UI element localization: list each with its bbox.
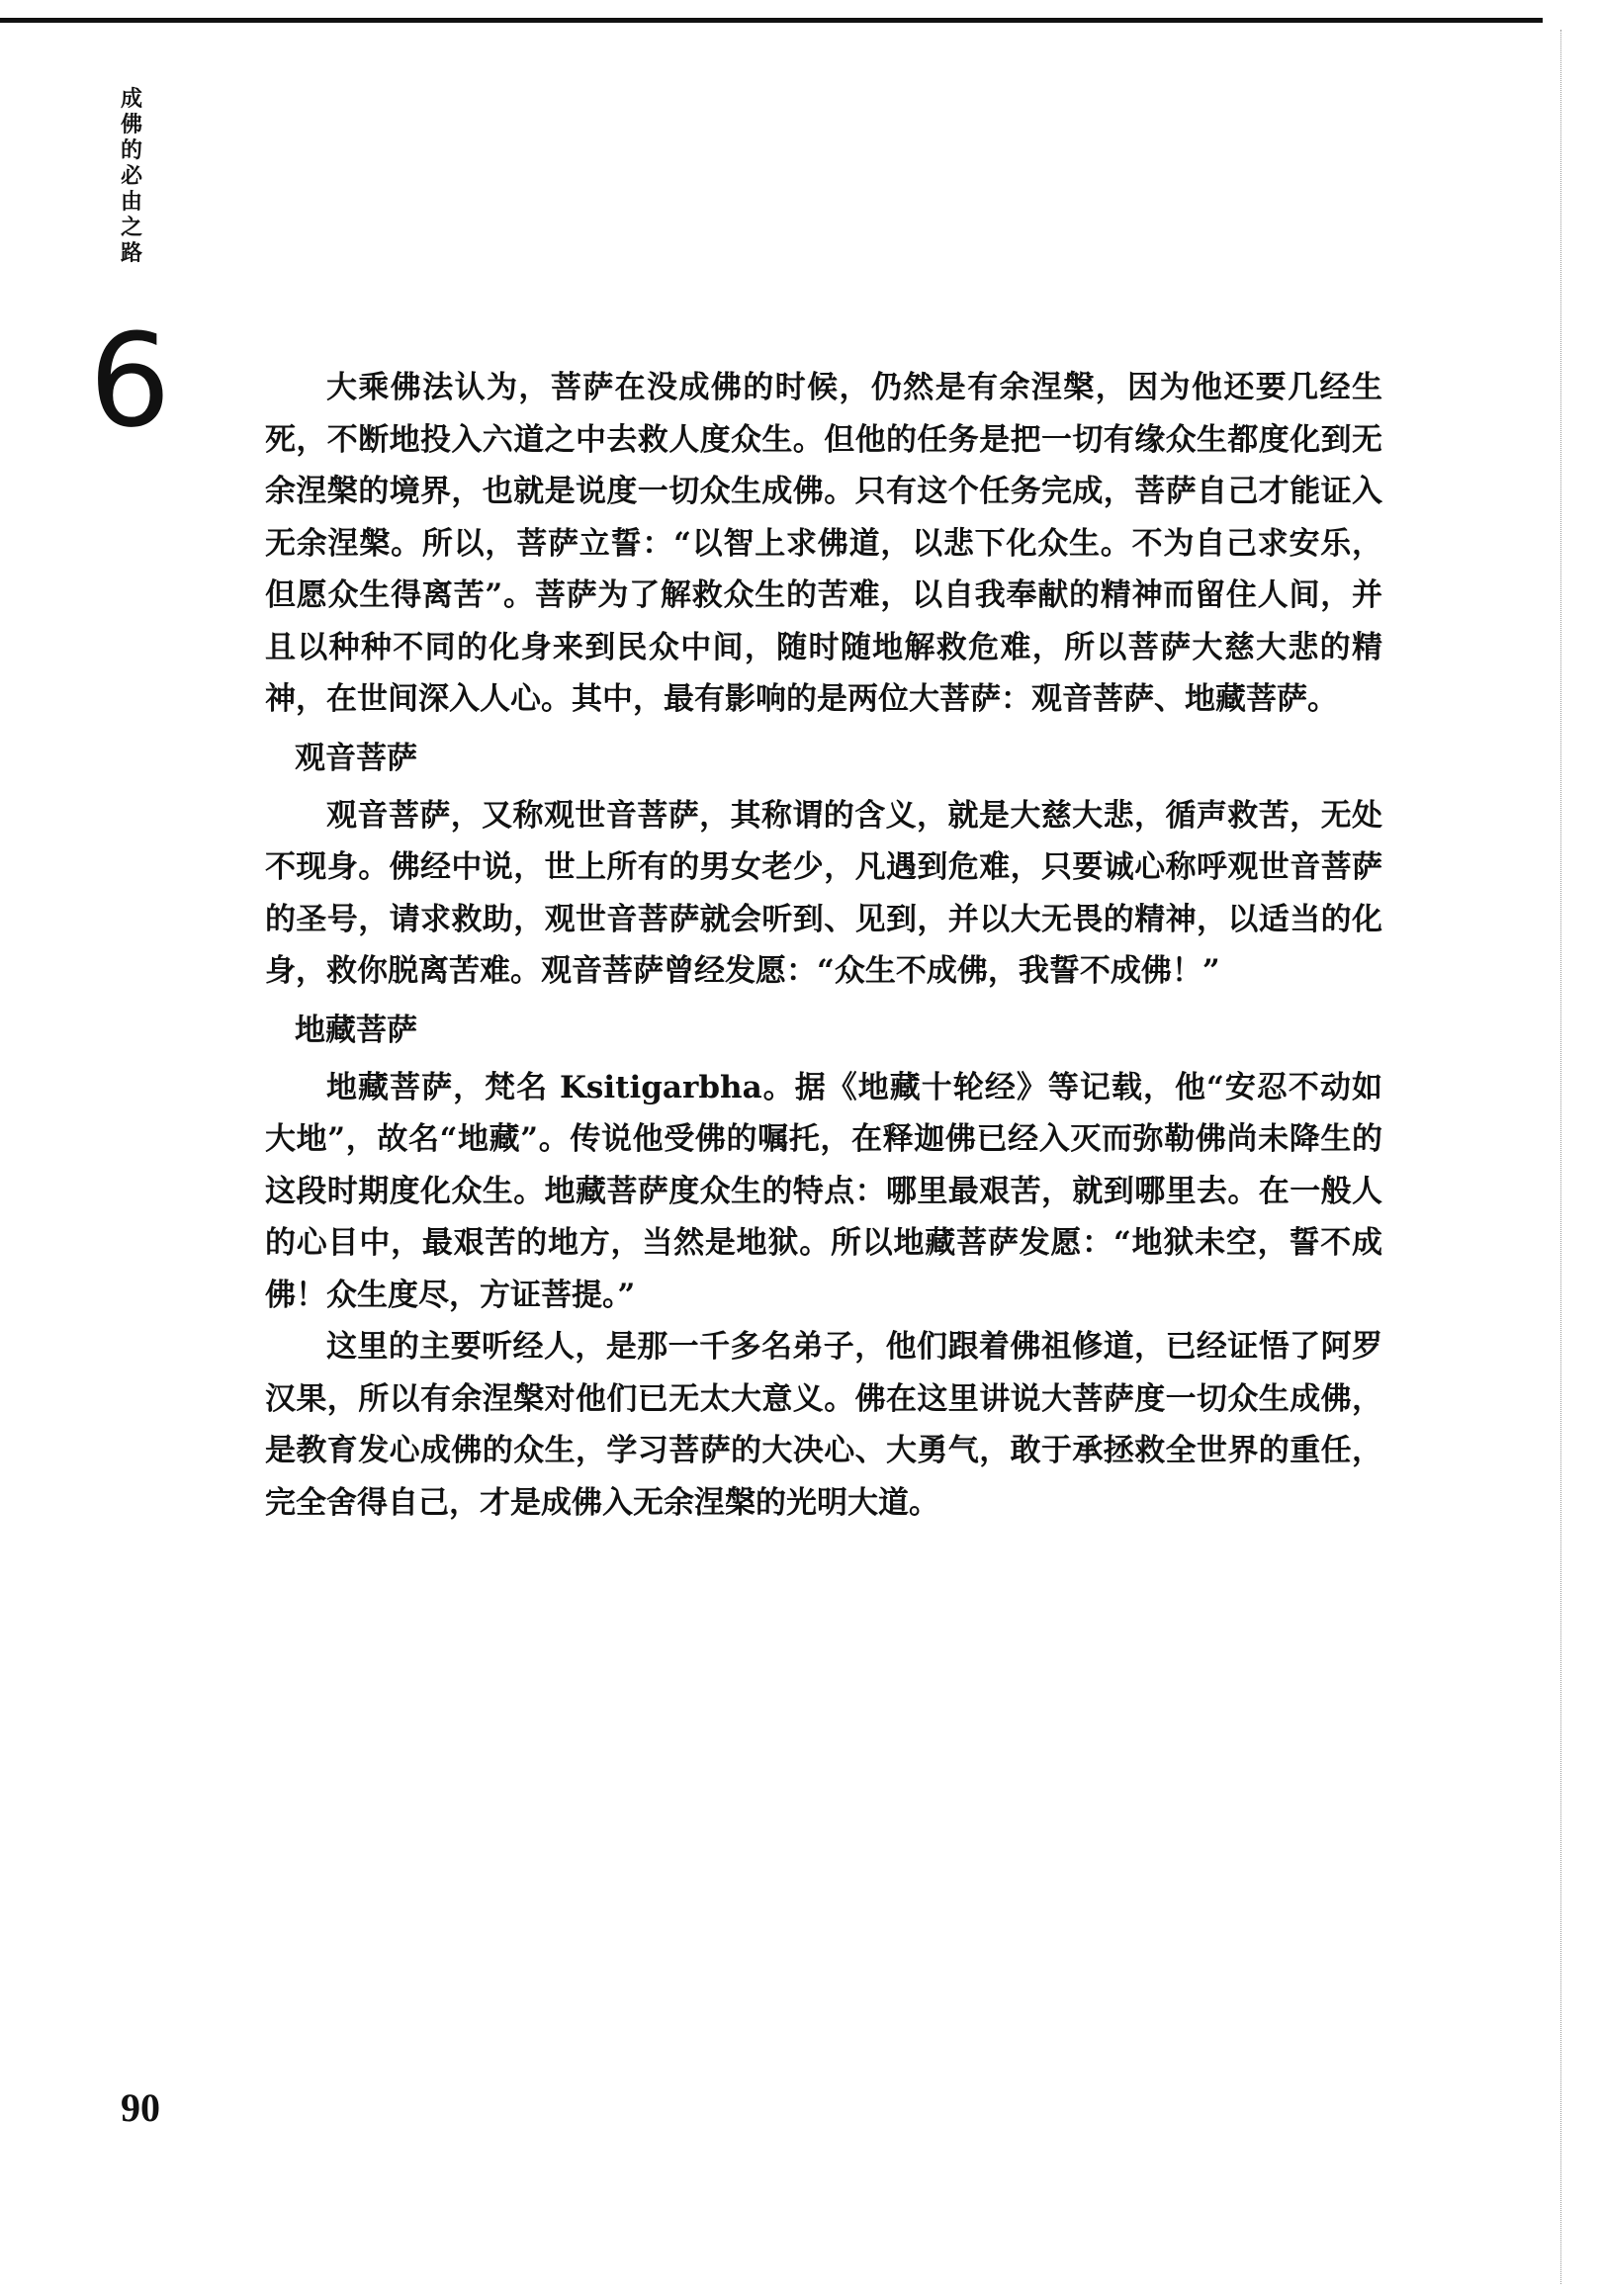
guanyin-paragraph: 观音菩萨，又称观世音菩萨，其称谓的含义，就是大慈大悲，循声救苦，无处不现身。佛经中说，世上所有的男女老少，凡遇到危难，只要诚心称呼观世音菩萨的圣号，请求救助，观世音菩萨就会听到、见到，并以大无畏的精神，以适当的化身，救你脱离苦难。观音菩萨曾经发愿：“众生不成佛，我誓不成佛！” [265,797,1382,989]
running-head: 成佛的必由之路 [120,87,142,266]
heading-dizang: 地藏菩萨 [295,1012,417,1048]
heading-guanyin: 观音菩萨 [295,740,417,776]
main-text [265,362,1382,1529]
closing-paragraph: 这里的主要听经人，是那一千多名弟子，他们跟着佛祖修道，已经证悟了阿罗汉果，所以有余涅槃对他们已无太大意义。佛在这里讲说大菩萨度一切众生成佛，是教育发心成佛的众生，学习菩萨的大决心、大勇气，敢于承拯救全世界的重任，完全舍得自己，才是成佛入无余涅槃的光明大道。 [265,1329,1382,1521]
page-number: 90 [121,2085,160,2130]
dizang-paragraph: 地藏菩萨，梵名 Ksitigarbha。据《地藏十轮经》等记载，他“安忍不动如大地”，故名“地藏”。传说他受佛的嘱托，在释迦佛已经入灭而弥勒佛尚未降生的这段时期度化众生。地藏菩萨度众生的特点：哪里最艰苦，就到哪里去。在一般人的心目中，最艰苦的地方，当然是地狱。所以地藏菩萨发愿：“地狱未空，誓不成佛！众生度尽，方证菩提。” [265,1069,1382,1313]
intro-paragraph: 大乘佛法认为，菩萨在没成佛的时候，仍然是有余涅槃，因为他还要几经生死，不断地投入六道之中去救人度众生。但他的任务是把一切有缘众生都度化到无余涅槃的境界，也就是说度一切众生成佛。只有这个任务完成，菩萨自己才能证入无余涅槃。所以，菩萨立誓：“以智上求佛道，以悲下化众生。不为自己求安乐，但愿众生得离苦”。菩萨为了解救众生的苦难，以自我奉献的精神而留住人间，并且以种种不同的化身来到民众中间，随时随地解救危难，所以菩萨大慈大悲的精神，在世间深入人心。其中，最有影响的是两位大菩萨：观音菩萨、地藏菩萨。 [265,370,1382,717]
page-edge-line [1560,30,1562,2284]
top-rule [0,18,1543,23]
chapter-number: 6 [89,306,171,456]
